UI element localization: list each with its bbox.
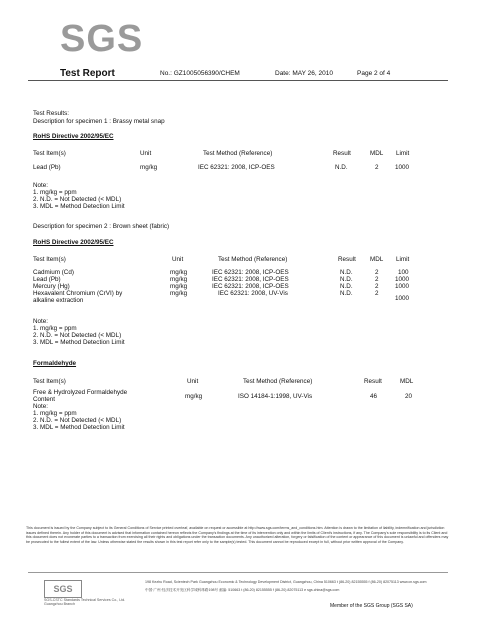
footer-divider — [28, 572, 448, 573]
row-unit: mg/kg — [185, 393, 203, 400]
row-unit: mg/kg — [170, 269, 188, 276]
col-header-limit: Limit — [396, 150, 410, 157]
row-item: Mercury (Hg) — [33, 283, 70, 290]
col-header-method: Test Method (Reference) — [218, 256, 288, 263]
section-2-note-1: 1. mg/kg = ppm — [33, 325, 77, 332]
row-result: N.D. — [335, 164, 348, 171]
row-method: ISO 14184-1:1998, UV-Vis — [238, 393, 313, 400]
row-item: Lead (Pb) — [33, 164, 61, 171]
section-1-note-title: Note: — [33, 182, 49, 189]
row-method: IEC 62321: 2008, ICP-OES — [212, 269, 289, 276]
section-2-note-title: Note: — [33, 318, 49, 325]
section-1-note-1: 1. mg/kg = ppm — [33, 189, 77, 196]
row-mdl: 2 — [375, 290, 379, 297]
section-1-note-2: 2. N.D. = Not Detected (< MDL) — [33, 196, 122, 203]
col-header-item: Test Item(s) — [33, 256, 66, 263]
company-name: SGS-CSTC Standards Technical Services Co., Ltd. Guangzhou Branch — [44, 598, 126, 607]
col-header-mdl: MDL — [370, 150, 384, 157]
row-unit: mg/kg — [170, 283, 188, 290]
row-mdl: 2 — [375, 164, 379, 171]
section-3-note-1: 1. mg/kg = ppm — [33, 410, 77, 417]
col-header-method: Test Method (Reference) — [243, 378, 313, 385]
row-item: Cadmium (Cd) — [33, 269, 74, 276]
col-header-unit: Unit — [172, 256, 184, 263]
col-header-result: Result — [333, 150, 351, 157]
col-header-result: Result — [338, 256, 356, 263]
section-2-note-2: 2. N.D. = Not Detected (< MDL) — [33, 332, 122, 339]
row-method: IEC 62321: 2008, ICP-OES — [212, 283, 289, 290]
col-header-result: Result — [364, 378, 382, 385]
row-result: N.D. — [340, 290, 353, 297]
row-mdl: 20 — [405, 393, 413, 400]
section-1-note-3: 3. MDL = Method Detection Limit — [33, 203, 125, 210]
row-result: N.D. — [340, 276, 353, 283]
sgs-group-membership: Member of the SGS Group (SGS SA) — [330, 603, 413, 609]
row-limit: 1000 — [395, 164, 410, 171]
col-header-item: Test Item(s) — [33, 378, 66, 385]
address-english: 198 Kezhu Road, Scientech Park Guangzhou Economic & Technology Development District, Guangzhou, China 510663 t (86-20) 82155555 f (86-20) 82075113 www.cn.sgs.com — [145, 580, 427, 584]
col-header-item: Test Item(s) — [33, 150, 66, 157]
section-1-title: RoHS Directive 2002/95/EC — [33, 133, 114, 140]
specimen-1-description: Description for specimen 1 : Brassy metal snap — [33, 118, 165, 125]
address-chinese: 中国·广州·经济技术开发区科学城科珠路198号 邮编: 510663 t (86-20) 82155555 f (86-20) 82075113 e sgs.china@sgs.com — [145, 588, 340, 592]
row-method: IEC 62321: 2008, ICP-OES — [198, 164, 275, 171]
row-method: IEC 62321: 2008, UV-Vis — [218, 290, 288, 297]
row-unit: mg/kg — [170, 276, 188, 283]
test-results-label: Test Results: — [33, 110, 70, 117]
legal-disclaimer: This document is issued by the Company subject to its General Conditions of Service printed overleaf, available on request or accessible at http://www.sgs.com/terms_and_conditions.htm. Attention is drawn to the limitation of liability, indemnification and jurisdiction issues defined therein. Any holder of this document is advised that information contained hereon reflects the Company's findings at the time of its intervention only and within the limits of Client's instructions, if any. The Company's sole responsibility is to its Client and this document does not exonerate parties to a transaction from exercising all their rights and obligations under the transaction documents. Any unauthorized alteration, forgery or falsification of the content or appearance of this document is unlawful and offenders may be prosecuted to the fullest extent of the law. Unless otherwise stated the results shown in this test report refer only to the sample(s) tested. This document cannot be reproduced except in full, without prior written approval of the Company. — [26, 526, 449, 544]
col-header-unit: Unit — [187, 378, 199, 385]
row-unit: mg/kg — [140, 164, 158, 171]
section-3-note-title: Note: — [33, 403, 49, 410]
page-number: Page 2 of 4 — [357, 70, 391, 77]
specimen-2-description: Description for specimen 2 : Brown sheet (fabric) — [33, 223, 170, 230]
row-item-continued: alkaline extraction — [33, 297, 84, 304]
section-3-note-2: 2. N.D. = Not Detected (< MDL) — [33, 417, 122, 424]
section-2-note-3: 3. MDL = Method Detection Limit — [33, 339, 125, 346]
row-limit: 1000 — [395, 276, 410, 283]
col-header-limit: Limit — [396, 256, 410, 263]
row-result: 46 — [370, 393, 378, 400]
row-item-continued: Content — [33, 396, 56, 403]
row-result: N.D. — [340, 269, 353, 276]
report-number: No.: GZ1005056390/CHEM — [160, 70, 240, 77]
col-header-mdl: MDL — [370, 256, 384, 263]
header-divider — [28, 80, 448, 81]
section-3-title: Formaldehyde — [33, 360, 77, 367]
row-limit: 100 — [398, 269, 409, 276]
section-3-note-3: 3. MDL = Method Detection Limit — [33, 424, 125, 431]
row-item: Free & Hydrolyzed Formaldehyde — [33, 389, 128, 396]
section-2-title: RoHS Directive 2002/95/EC — [33, 239, 114, 246]
row-item: Hexavalent Chromium (CrVI) by — [33, 290, 123, 297]
col-header-mdl: MDL — [400, 378, 414, 385]
report-date: Date: MAY 26, 2010 — [275, 70, 333, 77]
row-unit: mg/kg — [170, 290, 188, 297]
row-limit: 1000 — [395, 283, 410, 290]
sgs-badge-logo: SGS — [44, 580, 82, 598]
row-method: IEC 62321: 2008, ICP-OES — [212, 276, 289, 283]
sgs-logo: SGS — [60, 18, 144, 60]
row-mdl: 2 — [375, 269, 379, 276]
row-mdl: 2 — [375, 276, 379, 283]
row-mdl: 2 — [375, 283, 379, 290]
report-title: Test Report — [60, 68, 115, 79]
col-header-unit: Unit — [140, 150, 152, 157]
row-result: N.D. — [340, 283, 353, 290]
row-limit: 1000 — [395, 295, 410, 302]
col-header-method: Test Method (Reference) — [203, 150, 273, 157]
row-item: Lead (Pb) — [33, 276, 61, 283]
